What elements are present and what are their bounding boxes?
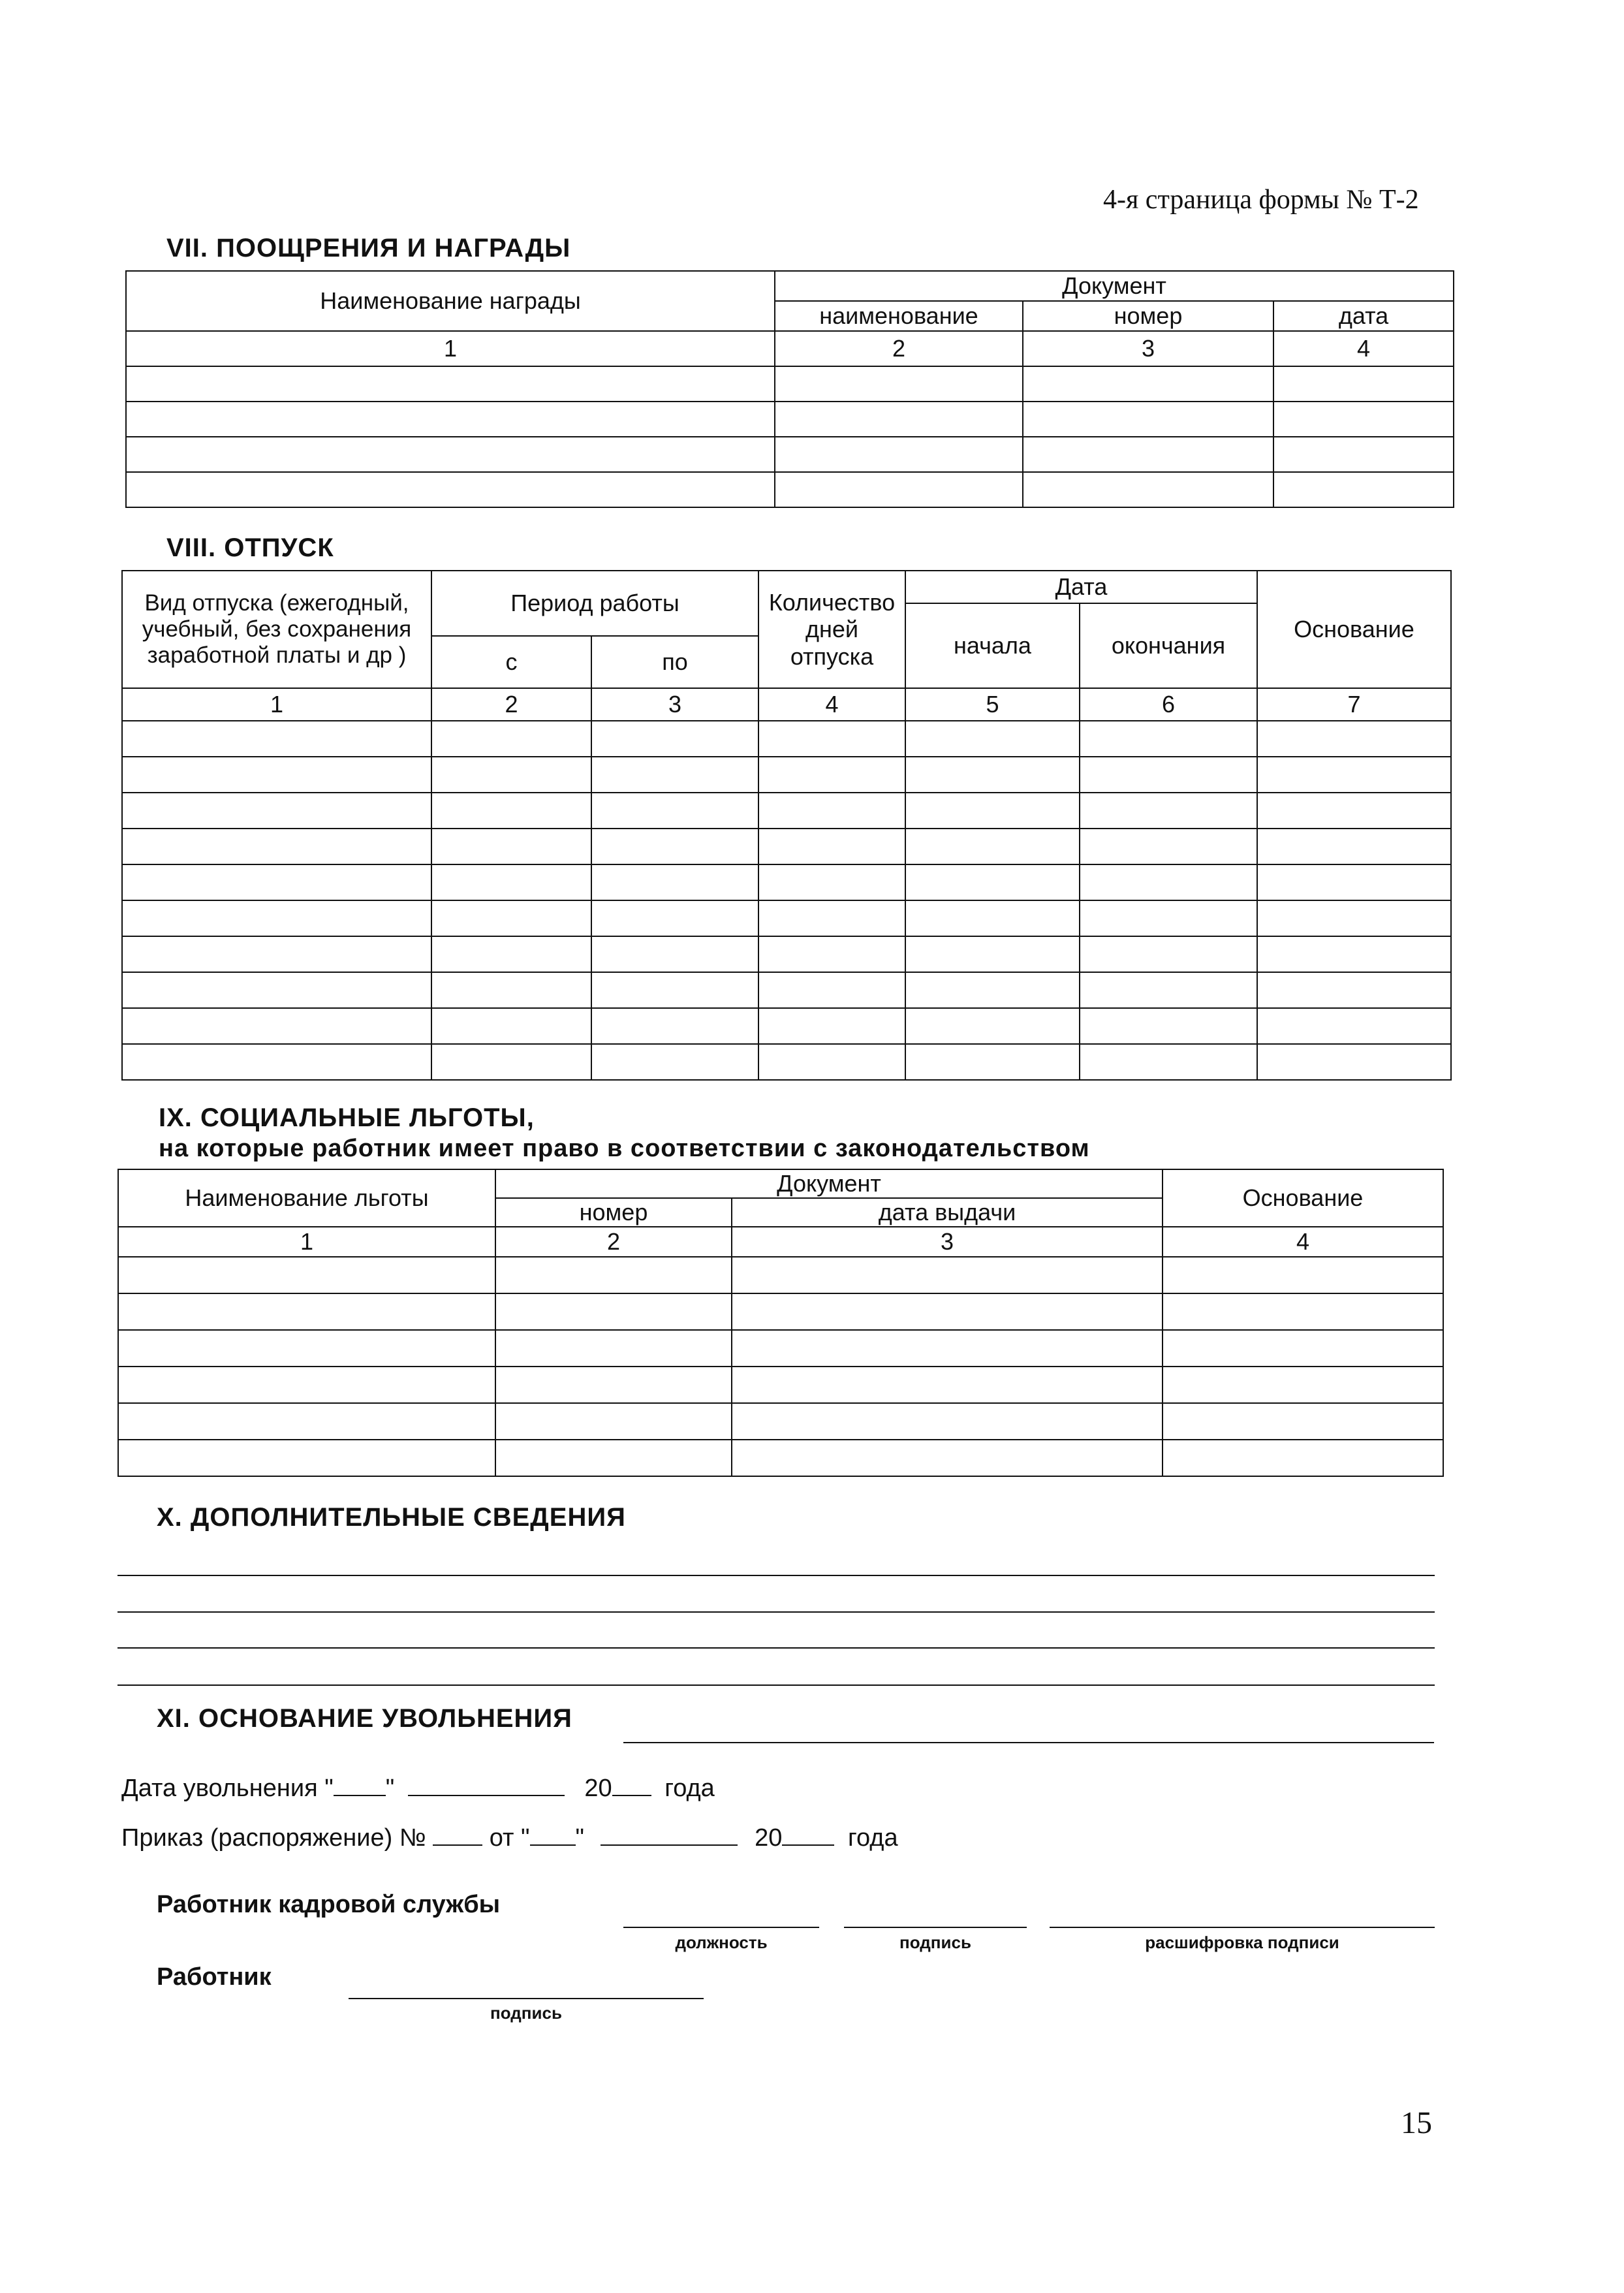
table-cell[interactable]	[431, 757, 591, 793]
column-number: 2	[775, 331, 1023, 366]
column-number: 1	[118, 1227, 495, 1257]
table-cell[interactable]	[122, 829, 431, 864]
table-cell[interactable]	[1163, 1330, 1443, 1367]
table-cell[interactable]	[431, 721, 591, 757]
table-cell[interactable]	[1080, 793, 1257, 829]
column-number: 2	[431, 688, 591, 721]
table-cell[interactable]	[1257, 757, 1451, 793]
table-cell[interactable]	[1080, 936, 1257, 972]
table-cell[interactable]	[1257, 721, 1451, 757]
table-cell[interactable]	[758, 900, 905, 936]
table-cell[interactable]	[495, 1403, 732, 1440]
table-cell[interactable]	[1080, 1008, 1257, 1044]
table-cell[interactable]	[122, 1044, 431, 1080]
table-row	[118, 1293, 1443, 1330]
table-cell[interactable]	[126, 402, 775, 437]
table-row	[126, 437, 1454, 472]
table-cell[interactable]	[1080, 900, 1257, 936]
table-cell[interactable]	[1080, 721, 1257, 757]
table-cell[interactable]	[905, 757, 1080, 793]
table-cell[interactable]	[1023, 402, 1273, 437]
order-day-field[interactable]	[530, 1826, 576, 1846]
table-cell[interactable]	[431, 1008, 591, 1044]
caption-employee-signature: подпись	[490, 2003, 562, 2023]
table-cell[interactable]	[122, 972, 431, 1008]
vacation-col-start: начала	[905, 603, 1080, 688]
column-number: 6	[1080, 688, 1257, 721]
table-row	[118, 1403, 1443, 1440]
table-cell[interactable]	[591, 721, 758, 757]
employee-signature-field[interactable]	[349, 1998, 704, 1999]
table-row	[122, 1008, 1451, 1044]
column-number: 3	[732, 1227, 1163, 1257]
table-cell[interactable]	[1163, 1367, 1443, 1403]
vacation-table	[121, 570, 1452, 1081]
table-cell[interactable]	[758, 972, 905, 1008]
vacation-col-period: Период работы	[431, 571, 758, 636]
benefits-table	[117, 1169, 1444, 1477]
table-cell[interactable]	[775, 402, 1023, 437]
quote-open: "	[324, 1775, 334, 1802]
table-cell[interactable]	[122, 1008, 431, 1044]
table-cell[interactable]	[732, 1440, 1163, 1476]
column-number: 3	[1023, 331, 1273, 366]
table-cell[interactable]	[591, 936, 758, 972]
table-cell[interactable]	[775, 472, 1023, 507]
table-cell[interactable]	[126, 366, 775, 402]
table-cell[interactable]	[126, 437, 775, 472]
day-field[interactable]	[334, 1777, 386, 1796]
vacation-col-days: Количество дней отпуска	[758, 571, 905, 688]
table-row	[118, 1330, 1443, 1367]
table-cell[interactable]	[591, 864, 758, 900]
table-cell[interactable]	[732, 1293, 1163, 1330]
table-cell[interactable]	[1257, 829, 1451, 864]
vacation-col-basis: Основание	[1257, 571, 1451, 688]
table-cell[interactable]	[905, 721, 1080, 757]
caption-position: должность	[675, 1933, 768, 1952]
benefits-col-basis: Основание	[1163, 1169, 1443, 1227]
table-cell[interactable]	[1257, 936, 1451, 972]
table-cell[interactable]	[1080, 972, 1257, 1008]
employee-label: Работник	[157, 1963, 272, 1991]
dismissal-reason-field[interactable]	[623, 1742, 1434, 1743]
table-cell[interactable]	[1257, 793, 1451, 829]
caption-signature: подпись	[899, 1933, 971, 1952]
order-from-label: от	[489, 1824, 514, 1852]
benefits-col-number: номер	[495, 1198, 732, 1227]
table-cell[interactable]	[758, 829, 905, 864]
table-cell[interactable]	[1163, 1403, 1443, 1440]
table-cell[interactable]	[1080, 757, 1257, 793]
table-cell[interactable]	[1273, 366, 1454, 402]
table-cell[interactable]	[1163, 1257, 1443, 1293]
table-cell[interactable]	[1257, 900, 1451, 936]
table-cell[interactable]	[905, 972, 1080, 1008]
table-cell[interactable]	[775, 366, 1023, 402]
table-cell[interactable]	[591, 900, 758, 936]
table-cell[interactable]	[122, 721, 431, 757]
order-label: Приказ (распоряжение) №	[121, 1824, 426, 1852]
year-field[interactable]	[612, 1777, 651, 1796]
table-row	[118, 1367, 1443, 1403]
order-number-field[interactable]	[433, 1826, 482, 1846]
table-row	[122, 900, 1451, 936]
table-cell[interactable]	[905, 1044, 1080, 1080]
order-line	[121, 1824, 898, 1852]
awards-col-doc-number: номер	[1023, 301, 1273, 331]
table-cell[interactable]	[431, 864, 591, 900]
table-cell[interactable]	[591, 1008, 758, 1044]
column-number: 4	[1273, 331, 1454, 366]
awards-table	[125, 270, 1454, 508]
table-cell[interactable]	[118, 1403, 495, 1440]
benefits-col-issue-date: дата выдачи	[732, 1198, 1163, 1227]
table-row	[122, 936, 1451, 972]
awards-col-doc-name: наименование	[775, 301, 1023, 331]
month-field[interactable]	[408, 1777, 565, 1796]
table-cell[interactable]	[122, 936, 431, 972]
column-number: 1	[122, 688, 431, 721]
table-cell[interactable]	[431, 829, 591, 864]
table-cell[interactable]	[118, 1330, 495, 1367]
awards-number-row	[126, 331, 1454, 366]
hr-decoding-field[interactable]	[1050, 1927, 1435, 1928]
table-cell[interactable]	[758, 864, 905, 900]
table-row	[122, 1044, 1451, 1080]
table-row	[126, 366, 1454, 402]
section-vii-title: VII. ПООЩРЕНИЯ И НАГРАДЫ	[166, 234, 571, 262]
table-cell[interactable]	[118, 1257, 495, 1293]
table-cell[interactable]	[431, 972, 591, 1008]
table-cell[interactable]	[1257, 864, 1451, 900]
table-cell[interactable]	[495, 1367, 732, 1403]
column-number: 3	[591, 688, 758, 721]
year-prefix: 20	[755, 1824, 783, 1852]
table-cell[interactable]	[122, 864, 431, 900]
table-cell[interactable]	[1023, 437, 1273, 472]
table-row	[118, 1257, 1443, 1293]
table-row	[122, 972, 1451, 1008]
table-cell[interactable]	[126, 472, 775, 507]
table-cell[interactable]	[1080, 1044, 1257, 1080]
section-viii-title: VIII. ОТПУСК	[166, 533, 334, 562]
benefits-col-name: Наименование льготы	[118, 1169, 495, 1227]
table-cell[interactable]	[1080, 829, 1257, 864]
table-row	[126, 472, 1454, 507]
table-cell[interactable]	[591, 1044, 758, 1080]
hr-worker-label: Работник кадровой службы	[157, 1891, 501, 1918]
awards-col-document: Документ	[775, 271, 1454, 301]
table-cell[interactable]	[1080, 864, 1257, 900]
table-cell[interactable]	[431, 1044, 591, 1080]
table-cell[interactable]	[1163, 1293, 1443, 1330]
year-prefix: 20	[584, 1775, 612, 1802]
table-cell[interactable]	[905, 793, 1080, 829]
table-row	[122, 829, 1451, 864]
table-cell[interactable]	[495, 1330, 732, 1367]
order-month-field[interactable]	[601, 1826, 738, 1846]
table-row	[118, 1440, 1443, 1476]
section-ix-title: IX. СОЦИАЛЬНЫЕ ЛЬГОТЫ,	[159, 1103, 535, 1132]
column-number: 1	[126, 331, 775, 366]
section-xi-title: XI. ОСНОВАНИЕ УВОЛЬНЕНИЯ	[157, 1704, 572, 1733]
table-cell[interactable]	[775, 437, 1023, 472]
table-cell[interactable]	[1273, 402, 1454, 437]
table-cell[interactable]	[431, 900, 591, 936]
vacation-col-type: Вид отпуска (ежегодный, учебный, без сохранения заработной платы и др )	[122, 571, 431, 688]
section-ix-subtitle: на которые работник имеет право в соответствии с законодательством	[159, 1135, 1090, 1162]
table-cell[interactable]	[1023, 366, 1273, 402]
table-cell[interactable]	[431, 936, 591, 972]
quote-close: "	[575, 1824, 585, 1852]
page-number: 15	[1401, 2106, 1432, 2140]
table-cell[interactable]	[1273, 472, 1454, 507]
vacation-col-from: с	[431, 636, 591, 688]
table-cell[interactable]	[591, 757, 758, 793]
form-page-label: 4-я страница формы № Т-2	[1103, 185, 1419, 215]
table-cell[interactable]	[118, 1293, 495, 1330]
quote-open: "	[521, 1824, 530, 1852]
table-row	[122, 793, 1451, 829]
additional-info-line[interactable]	[117, 1575, 1435, 1576]
vacation-number-row	[122, 688, 1451, 721]
table-cell[interactable]	[495, 1293, 732, 1330]
table-cell[interactable]	[758, 793, 905, 829]
table-cell[interactable]	[591, 793, 758, 829]
year-suffix: года	[847, 1824, 898, 1852]
awards-col-doc-date: дата	[1273, 301, 1454, 331]
table-row	[122, 721, 1451, 757]
table-row	[122, 757, 1451, 793]
table-cell[interactable]	[758, 721, 905, 757]
table-cell[interactable]	[431, 793, 591, 829]
benefits-col-document: Документ	[495, 1169, 1163, 1198]
table-cell[interactable]	[758, 757, 905, 793]
table-cell[interactable]	[591, 829, 758, 864]
table-cell[interactable]	[905, 864, 1080, 900]
hr-signature-field[interactable]	[844, 1927, 1027, 1928]
awards-col-name: Наименование награды	[126, 271, 775, 331]
table-cell[interactable]	[1023, 472, 1273, 507]
table-cell[interactable]	[591, 972, 758, 1008]
table-cell[interactable]	[122, 793, 431, 829]
hr-position-field[interactable]	[623, 1927, 819, 1928]
table-cell[interactable]	[905, 829, 1080, 864]
table-cell[interactable]	[495, 1440, 732, 1476]
table-cell[interactable]	[118, 1367, 495, 1403]
dismissal-date-line	[121, 1775, 715, 1803]
vacation-col-date: Дата	[905, 571, 1257, 603]
table-cell[interactable]	[122, 757, 431, 793]
table-cell[interactable]	[905, 900, 1080, 936]
table-cell[interactable]	[1163, 1440, 1443, 1476]
additional-info-line[interactable]	[117, 1647, 1435, 1649]
table-cell[interactable]	[118, 1440, 495, 1476]
table-cell[interactable]	[732, 1257, 1163, 1293]
table-cell[interactable]	[1257, 972, 1451, 1008]
table-cell[interactable]	[1273, 437, 1454, 472]
column-number: 7	[1257, 688, 1451, 721]
column-number: 4	[758, 688, 905, 721]
additional-info-line[interactable]	[117, 1611, 1435, 1613]
year-suffix: года	[664, 1775, 715, 1802]
table-cell[interactable]	[732, 1403, 1163, 1440]
table-cell[interactable]	[122, 900, 431, 936]
column-number: 5	[905, 688, 1080, 721]
column-number: 4	[1163, 1227, 1443, 1257]
table-cell[interactable]	[732, 1330, 1163, 1367]
table-row	[122, 864, 1451, 900]
table-cell[interactable]	[732, 1367, 1163, 1403]
table-cell[interactable]	[495, 1257, 732, 1293]
caption-decoding: расшифровка подписи	[1145, 1933, 1339, 1952]
additional-info-line[interactable]	[117, 1684, 1435, 1686]
table-cell[interactable]	[758, 936, 905, 972]
dismissal-date-label: Дата увольнения	[121, 1775, 318, 1802]
table-cell[interactable]	[905, 936, 1080, 972]
table-row	[126, 402, 1454, 437]
table-cell[interactable]	[905, 1008, 1080, 1044]
benefits-number-row	[118, 1227, 1443, 1257]
table-cell[interactable]	[1257, 1044, 1451, 1080]
vacation-col-to: по	[591, 636, 758, 688]
table-cell[interactable]	[1257, 1008, 1451, 1044]
quote-close: "	[385, 1775, 395, 1802]
table-cell[interactable]	[758, 1008, 905, 1044]
table-cell[interactable]	[758, 1044, 905, 1080]
vacation-col-end: окончания	[1080, 603, 1257, 688]
section-x-title: X. ДОПОЛНИТЕЛЬНЫЕ СВЕДЕНИЯ	[157, 1503, 626, 1532]
column-number: 2	[495, 1227, 732, 1257]
order-year-field[interactable]	[782, 1826, 834, 1846]
